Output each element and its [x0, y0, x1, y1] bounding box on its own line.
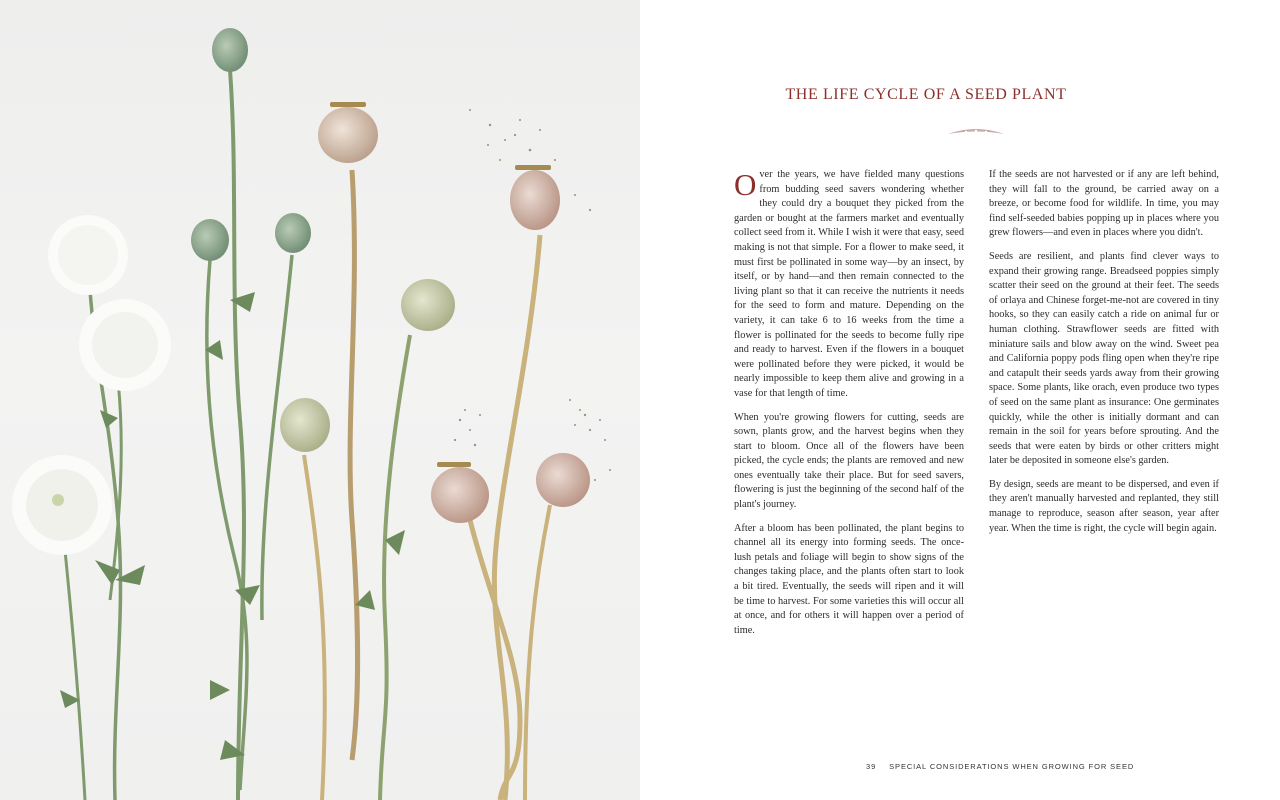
right-text-column	[989, 168, 1219, 545]
drop-cap: O	[734, 167, 757, 202]
paragraph	[734, 168, 964, 402]
ornament-divider-icon	[946, 126, 1006, 138]
paragraph: After a bloom has been pollinated, the plant begins to channel all its energy into forming seeds. The once-lush petals and foliage will begin to show signs of the changes taking place, and the plants often start to look a bit tired. Eventually, the seeds will ripen and it will be time to harvest. For some varieties this will occur all at once, and for others it will happen over a period of time.	[734, 522, 964, 636]
paragraph: If the seeds are not harvested or if any are left behind, they will fall to the ground, be carried away on a breeze, or become food for wildlife. In time, you may find self-seeded babies popping up in places where you grew flowers—and even in places where you didn't.	[989, 169, 1219, 239]
page-number: 39	[866, 762, 877, 771]
white-flowers	[12, 215, 171, 800]
left-text-column	[734, 168, 964, 647]
paragraph: When you're growing flowers for cutting, seeds are sown, plants grow, and the harvest begins when they start to bloom. Once all of the flowers have been picked, the cycle ends; the plants are removed and new ones eventually take their place. But for seed savers, flowering is just the beginning of the second half of the plant's journey.	[734, 411, 964, 511]
tan-pods	[280, 102, 590, 800]
chapter-title: THE LIFE CYCLE OF A SEED PLANT	[785, 86, 1067, 103]
text-page	[640, 0, 1280, 800]
paragraph: By design, seeds are meant to be dispersed, and even if they aren't manually harvested and replanted, they still manage to reproduce, season after season, year after year. When the time is right, the cycle will begin again.	[989, 478, 1219, 534]
page-footer	[866, 762, 1134, 771]
paragraph-text: ver the years, we have fielded many questions from budding seed savers wondering whether they could dry a bouquet they picked from the garden or bought at the farmers market and eventually collect seed from it. While I wish it were that easy, seed making is not that simple. For a flower to make seed, it must first be pollinated in some way—by an insect, by itself, or by hand—and then remain connected to the living plant so that it can receive the nutrients it needs for the seed to form and mature. Depending on the variety, it can take 6 to 16 weeks from the time a flower is pollinated for the seeds to become fully ripe and ready to harvest. Even if the flowers in a bouquet were pollinated before they were picked, it would be nearly impossible to keep them alive and growing in a vase for that length of time.	[734, 169, 964, 399]
paragraph: Seeds are resilient, and plants find clever ways to expand their growing range. Breadseed poppies simply scatter their seed on the ground at their feet. The seeds of orlaya and Chinese forget-me-not are covered in tiny hooks, so they can easily catch a ride on animal fur or human clothing. Strawflower seeds are fitted with miniature sails and blow away on the wind. Sweet pea and California poppy pods fling open when they're ripe and catapult their seeds yards away from their growing space. Some plants, like orach, even produce two types of seed on the same plant as insurance: One germinates quickly, while the other is initially dormant and can remain in the soil for years before sprouting. And the seeds that were eaten by birds or other critters might later be deposited in someone else's garden.	[989, 250, 1219, 467]
running-head: SPECIAL CONSIDERATIONS WHEN GROWING FOR SEED	[889, 762, 1135, 771]
